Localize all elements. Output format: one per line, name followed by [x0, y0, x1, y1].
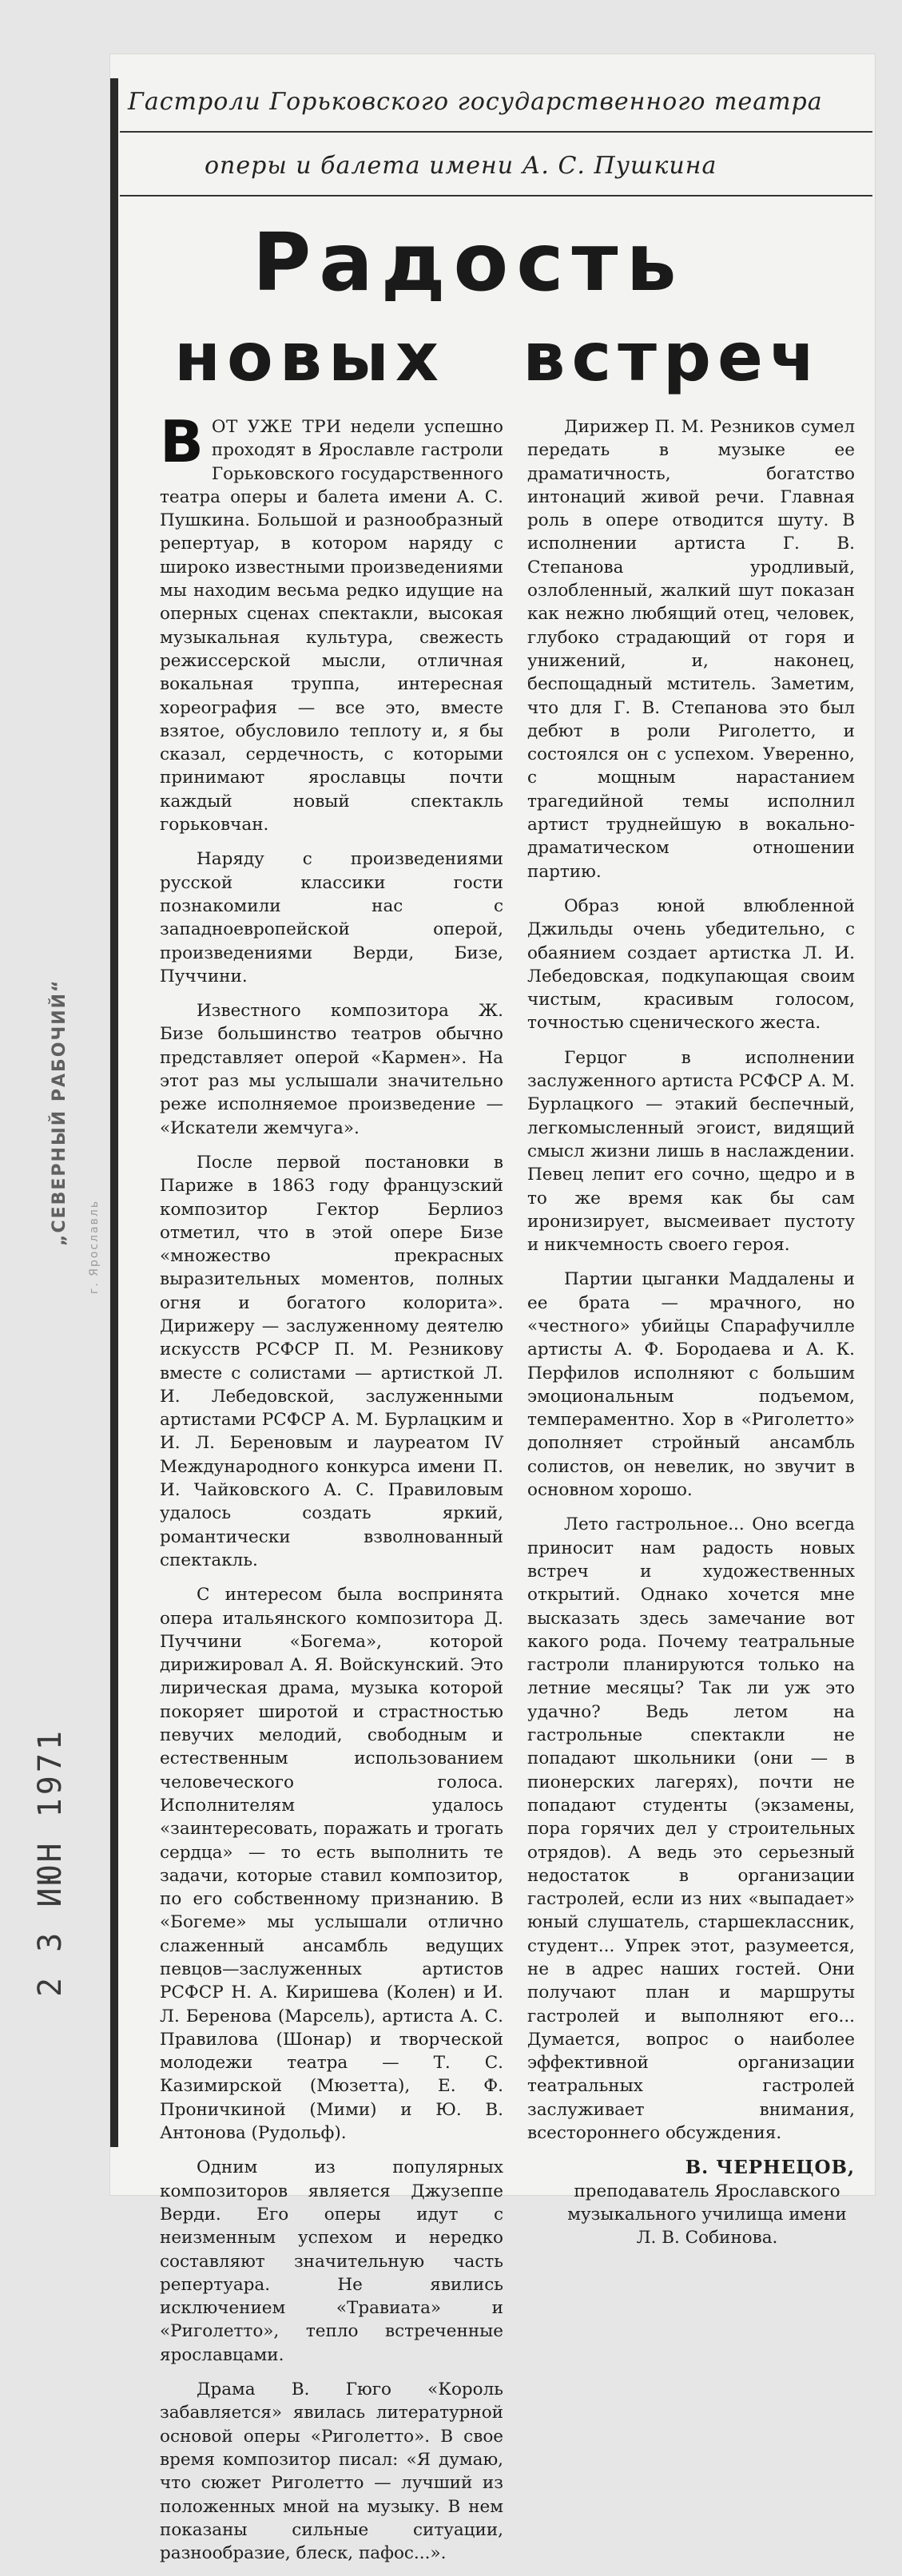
date-stamp: 2 3 ИЮН 1971: [32, 1728, 69, 1997]
article-paragraph: Наряду с произведениями русской классики гости познакомили нас с западноевропейской оперой, произведениями Верди, Бизе, Пуччини.: [160, 849, 503, 986]
article-paragraph: Лето гастрольное... Оно всегда приносит нам радость новых встреч и художественных открытий. Однако хочется мне высказать здесь замечание вот какого рода. Почему театральные гастроли планируются только на летние месяцы? Так ли уж это удачно? Ведь летом на гастрольные спектакли не попадают школьники (они — в пионерских лагерях), почти не попадают студенты (экзамены, пора горячих дел у строительных отрядов). А ведь это серьезный недостаток в организации гастролей, если из них «выпадает» юный слушатель, старшеклассник, студент... Упрек этот, разумеется, не в адрес наших гостей. Они получают план и маршруты гастролей и выполняют его... Думается, вопрос о наиболее эффективной организации театральных гастролей заслуживает внимания, всестороннего обсуждения.: [527, 1514, 855, 2144]
article-paragraph: Дирижер П. М. Резников сумел передать в музыке ее драматичность, богатство интонаций живой речи. Главная роль в опере отводится шуту. В исполнении артиста Г. В. Степанова уродливый, озлобленный, жалкий шут показан как нежно любящий отец, человек, глубоко страдающий от горя и унижений, и, наконец, беспощадный мститель. Заметим, что для Г. В. Степанова это был дебют в роли Риголетто, и состоялся он с успехом. Уверенно, с мощным нарастанием трагедийной темы исполнил артист труднейшую в вокально-драматическом отношении партию.: [527, 417, 855, 882]
kicker-line-1: Гастроли Горьковского государственного театра: [128, 88, 823, 116]
article-paragraph: Одним из популярных композиторов является Джузеппе Верди. Его оперы идут с неизменным успехом и нередко составляют значительную часть репертуара. Не явились исключением «Травиата» и «Риголетто», тепло встреченные ярославцами.: [160, 2157, 503, 2365]
left-border-rule: [110, 78, 118, 2147]
article-paragraph: С интересом была воспринята опера итальянского композитора Д. Пуччини «Богема», которой дирижировал А. Я. Войскунский. Это лирическая драма, музыка которой покоряет широтой и страстностью певучих мелодий, свободным и естественным использованием человеческого голоса. Исполнителям удалось «заинтересовать, поражать и трогать сердца» — то есть выполнить те задачи, которые ставил композитор, по его собственному признанию. В «Богеме» мы услышали отлично слаженный ансамбль ведущих певцов—заслуженных артистов РСФСР Н. А. Киришева (Колен) и И. Л. Беренова (Марсель), артиста А. С. Правилова (Шонар) и творческой молодежи театра — Т. С. Казимирской (Мюзетта), Е. Ф. Проничкиной (Мими) и Ю. В. Антонова (Рудольф).: [160, 1585, 503, 2144]
headline-line-2: новых встреч: [174, 318, 822, 396]
city-stamp: г. Ярославль: [88, 1199, 101, 1294]
article-column-right: [527, 415, 855, 2249]
article-paragraph: После первой постановки в Париже в 1863 году французский композитор Гектор Берлиоз отметил, что в этой опере Бизе «множество прекрасных выразительных моментов, полных огня и богатого колорита». Дирижеру — заслуженному деятелю искусств РСФСР П. М. Резникову вместе с солистами — артисткой Л. И. Лебедовской, заслуженными артистами РСФСР А. М. Бурлацким и И. Л. Береновым и лауреатом IV Международного конкурса имени П. И. Чайковского А. С. Правиловым удалось создать яркий, романтически взволнованный спектакль.: [160, 1152, 503, 1570]
article-column-left: [160, 408, 503, 2576]
article-paragraph: Известного композитора Ж. Бизе большинство театров обычно представляет оперой «Кармен». На этот раз мы услышали значительно реже исполняемое произведение — «Искатели жемчуга».: [160, 1001, 503, 1138]
article-paragraph: [160, 408, 503, 836]
article-paragraph: Партии цыганки Маддалены и ее брата — мрачного, но «честного» убийцы Спарафучилле артисты А. Ф. Бородаева и А. К. Перфилов исполняют с большим эмоциональным подъемом, темпераментно. Хор в «Риголетто» дополняет стройный ансамбль солистов, он невелик, но звучит в основном хорошо.: [527, 1269, 855, 1501]
headline-line-1: Радость: [252, 216, 685, 309]
kicker-underline: [120, 195, 872, 196]
lead-caps: ОТ УЖЕ ТРИ: [211, 417, 342, 437]
author-signature: В. ЧЕРНЕЦОВ,: [685, 2157, 855, 2179]
article-paragraph: Герцог в исполнении заслуженного артиста РСФСР А. М. Бурлацкого — этакий беспечный, легкомысленный эгоист, видящий смысл жизни лишь в наслаждении. Певец лепит его сочно, щедро и в то же время как бы сам иронизирует, высмеивает пустоту и никчемность своего героя.: [527, 1047, 855, 1256]
drop-cap: В: [160, 408, 204, 475]
author-affiliation: преподаватель Ярославского музыкального училища имени Л. В. Собинова.: [567, 2181, 847, 2248]
kicker-divider: [120, 131, 872, 133]
newspaper-name-stamp: „СЕВЕРНЫЙ РАБОЧИЙ“: [50, 978, 70, 1246]
lead-text: недели успешно проходят в Ярославле гастроли Горьковского государственного театра оперы и балета имени А. С. Пушкина. Большой и разнообразный репертуар, в котором наряду с широко известными произведениями мы находим весьма редко идущие на оперных сценах спектакли, высокая музыкальная культура, свежесть режиссерской мысли, отличная вокальная труппа, интересная хореография — все это, вместе взятое, обусловило теплоту и, я бы сказал, сердечность, с которыми принимают ярославцы почти каждый новый спектакль горьковчан.: [160, 417, 503, 836]
article-paragraph: Драма В. Гюго «Король забавляется» явилась литературной основой оперы «Риголетто». В свое время композитор писал: «Я думаю, что сюжет Риголетто — лучший из положенных мной на музыку. В нем показаны сильные ситуации, разнообразие, блеск, пафос...».: [160, 2380, 503, 2564]
kicker-line-2: оперы и балета имени А. С. Пушкина: [205, 152, 717, 180]
article-paragraph: Образ юной влюбленной Джильды очень убедительно, с обаянием создает артистка Л. И. Лебедовская, подкупающая своим чистым, красивым голосом, точностью сценического жеста.: [527, 895, 855, 1034]
